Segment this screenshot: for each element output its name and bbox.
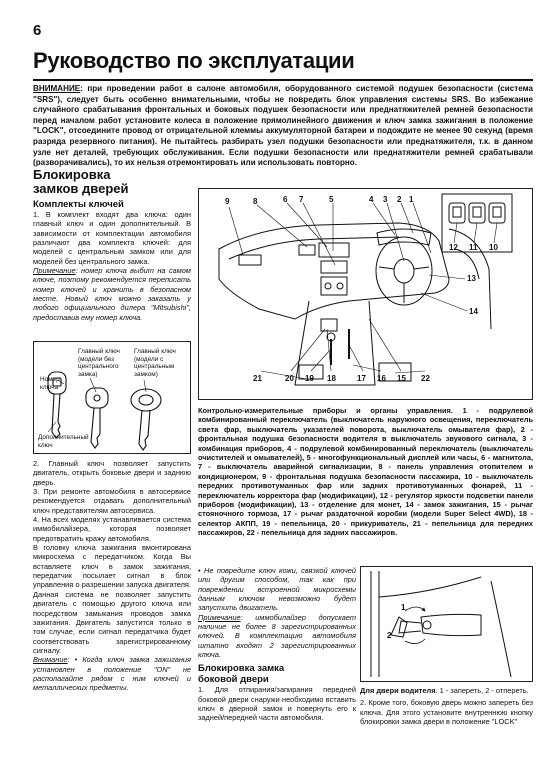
paragraph: В головку ключа зажигания вмонтирована микросхема с передатчиком. Когда Вы вставляете ключ в замок зажигания, передатчик посылает сигнал в блок управления о разрешении запуска двигателя. Данная система не позволяет запустить двигатель с помощью другого ключа или посредством замыкания проводов замка зажигания. Двигатель запустится только в том случае, если сигнал передатчика будет соответствовать зарегистрированному сигналу. [33, 543, 191, 655]
warning-paragraph [33, 84, 533, 169]
note-label: Внимание [33, 655, 68, 665]
page-title: Руководство по эксплуатации [33, 48, 355, 73]
callout-number: 13 [467, 274, 476, 283]
section-heading-door-locks [33, 168, 191, 196]
key-label-main-central: Главный ключ (модели с центральным замком) [134, 348, 176, 378]
note [33, 655, 191, 692]
middle-column [198, 566, 356, 723]
section-heading-line: Блокировка замка [198, 663, 285, 675]
paragraph: 4. На всех моделях устанавливается система иммобилайзера, которая позволяет предотвратить кражу автомобиля. [33, 515, 191, 543]
callout-number: 12 [449, 243, 458, 252]
left-column-top [33, 168, 191, 322]
note-text: : иммобилайзер допускает наличие не более 8 зарегистрированных ключей. В комплектацию автомобиля штатно входят 2 зарегистрированных ключа. [198, 612, 356, 660]
warning-text: : при проведении работ в салоне автомобиля, оборудованного системой подушек безопасности (система "SRS"), следует быть особенно внимательными, чтобы не повредить блок управления системы SRS. Во избежание случайного срабатывания фронтальных и боковых подушек безопасности или преднатяжителей ремней безопасности перед началом работ установите колеса в положение прямолинейного движения и ключ замка зажигания в положение "LOCK", отсоедините провод от отрицательной клеммы аккумуляторной батареи и подождите не менее 90 секунд (время разряда резервного питания). Не пытайтесь разбирать узел подушки безопасности или преднатяжителя, т.к. в данном узле нет деталей, требующих обслуживания. Если подушки безопасности или преднатяжители ремней срабатывали (разворачивались), то их нельзя отремонтировать или использовать повторно. [33, 84, 533, 168]
paragraph: 2. Главный ключ позволяет запустить двигатель, открыть боковые двери и заднюю дверь. [33, 459, 191, 487]
callout-number: 19 [305, 374, 314, 383]
callout-number: 16 [377, 374, 386, 383]
callout-number: 22 [421, 374, 430, 383]
door-lock-illustration [361, 567, 532, 681]
note-label: Примечание [33, 266, 76, 276]
door-text [360, 686, 533, 726]
callout-number: 2 [397, 195, 402, 204]
subheading-key-sets: Комплекты ключей [33, 199, 124, 210]
note: • Не повредите ключ кожи, связкой ключей или другим способом, так как при повреждении встроенной микросхемы данным ключом невозможно будет запустить двигатель. [198, 566, 356, 613]
callout-number: 15 [397, 374, 406, 383]
callout-number: 8 [253, 197, 258, 206]
paragraph: 3. При ремонте автомобиля в автосервисе рекомендуется отдавать дополнительный ключ представителям автосервиса. [33, 487, 191, 515]
dashboard-figure [198, 188, 533, 400]
callout-number: 3 [383, 195, 388, 204]
callout-number: 18 [327, 374, 336, 383]
note-text: : • Когда ключ замка зажигания установлен в положение "ON" не располагайте рядом с ним ключей и металлических предметы. [33, 655, 191, 693]
callout-number: 5 [329, 195, 334, 204]
door-caption [360, 686, 533, 695]
callout-number: 21 [253, 374, 262, 383]
callout-number: 14 [469, 307, 478, 316]
left-column-bottom [33, 459, 191, 693]
callout-number: 1 [401, 603, 406, 612]
callout-number: 2 [387, 631, 392, 640]
note [33, 266, 191, 322]
door-lock-figure [360, 566, 533, 682]
key-label-additional: Дополнительный ключ [38, 434, 89, 449]
section-heading-line: замков дверей [33, 181, 129, 196]
section-heading-line: боковой двери [198, 674, 269, 686]
note-label: Примечание [198, 612, 241, 622]
paragraph: 2. Кроме того, боковую дверь можно запереть без ключа. Для этого установите внутреннюю кнопку блокировки замка двери в положение "LOCK" [360, 698, 533, 727]
callout-number: 20 [285, 374, 294, 383]
key-label-main: Главный ключ (модели без центрального замка) [78, 348, 120, 378]
warning-label: ВНИМАНИЕ [33, 84, 81, 93]
callout-number: 9 [225, 197, 230, 206]
key-drawing [131, 389, 161, 450]
paragraph: 1. Для отпирания/запирания передней боковой двери снаружи необходимо вставить ключ в дверной замок и повернуть его к задней/передней части автомобиля. [198, 685, 356, 723]
section-heading-line: Блокировка [33, 167, 111, 182]
callout-number: 11 [469, 243, 478, 252]
dashboard-caption: Контрольно-измерительные приборы и органы управления. 1 - подрулевой комбинированный переключатель (выключатель наружного освещения, переключатель света фар, выключатель указателей поворота, выключатель омывателя фар), 2 - фронтальная подушка безопасности водителя в выключатель звукового сигнала, 3 - комбинация приборов, 4 - подрулевой комбинированный переключатель (выключатель очистителей и омывателей), 5 - многофункциональный дисплей или часы, 6 - магнитола, 7 - выключатель аварийной сигнализации, 8 - панель управления отопителем и кондиционером, 9 - фронтальная подушка безопасности пассажира, 10 - выключатель передних противотуманных фар или задних противотуманных фонарей, 11 - переключатель корректора фар (модификации), 12 - регулятор яркости подсветки панели приборов (модификации), 13 - отделение для монет, 14 - замок зажигания, 15 - рычаг стояночного тормоза, 17 - рычаг раздаточной коробки (модели Super Select 4WD), 18 - селектор АКПП, 19 - пепельница, 20 - прикуриватель, 21 - пепельница для передних пассажиров, 22 - пепельница для задних пассажиров. [198, 406, 533, 538]
paragraph: 1. В комплект входят два ключа: один главный ключ и один дополнительный. В зависимости от комплектации автомобиля различают два комплекта ключей: для моделей с центральным замком или для моделей без центрального замка. [33, 210, 191, 266]
section-heading-side-door [198, 663, 356, 685]
door-caption-rest: . 1 - запереть, 2 - отпереть. [435, 686, 529, 695]
key-drawing [86, 388, 108, 448]
title-rule [33, 79, 533, 81]
callout-number: 17 [357, 374, 366, 383]
note [198, 613, 356, 660]
page-number: 6 [33, 22, 42, 39]
door-caption-bold: Для двери водителя [360, 686, 436, 695]
key-label-number: Номер ключа [40, 376, 60, 391]
callout-number: 4 [369, 195, 374, 204]
callout-number: 10 [489, 243, 498, 252]
note-text: : номер ключа выбит на самом ключе, поэтому рекомендуется переписать номер ключей и хранить в безопасном месте. Новый ключ можно заказать у любого официального дилера "Mitsubishi", предоставив ему номер ключа. [33, 266, 191, 322]
callout-number: 6 [283, 195, 288, 204]
dashboard-illustration [199, 189, 532, 399]
callout-number: 7 [299, 195, 304, 204]
callout-number: 1 [409, 195, 414, 204]
keys-figure [33, 341, 191, 454]
